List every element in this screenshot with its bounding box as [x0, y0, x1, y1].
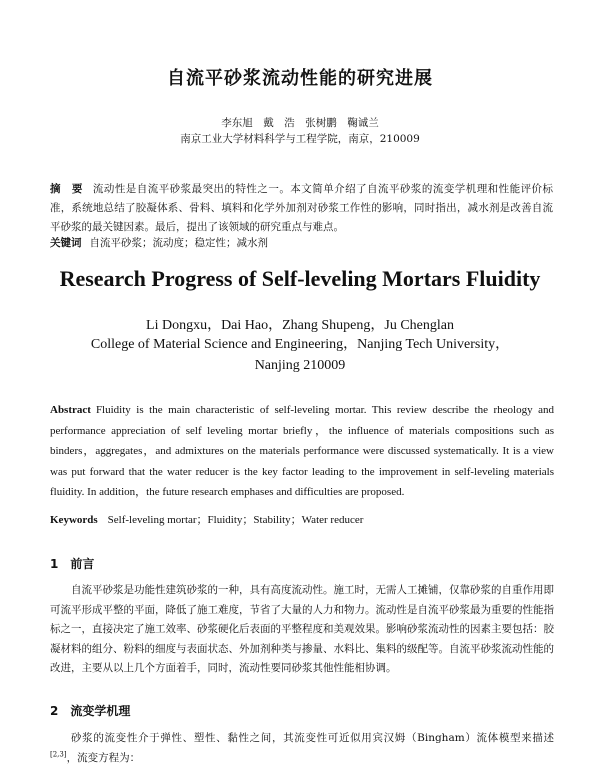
english-keywords-text: Self-leveling mortar；Fluidity；Stability；Water reducer [107, 514, 364, 526]
citation: [2,3] [50, 750, 67, 758]
section-heading-2 [50, 702, 130, 719]
chinese-affiliation: 南京工业大学材料科学与工程学院，南京，210009 [180, 133, 420, 145]
section-number: 2 [50, 704, 59, 718]
chinese-abstract [50, 180, 553, 237]
english-affiliation-line1: College of Material Science and Engineering，Nanjing Tech University， [90, 337, 510, 352]
section-title: 前言 [70, 557, 95, 571]
english-abstract [50, 400, 554, 503]
english-abstract-text: Fluidity is the main characteristic of self-leveling mortar. This review describe the rheology and performance appreciation of self leveling mortar briefly，the influence of materials compositions such as binders，aggregates，and admixtures on the materials performance were discussed systematically. It is a view was put forward that the water reducer is the key factor leading to the improvement in self-leveling materials fluidity. In addition，the future research emphases and difficulties are proposed. [50, 404, 554, 499]
chinese-abstract-label: 摘 要 [50, 183, 83, 195]
english-keywords [50, 511, 554, 527]
section-1-paragraph: 自流平砂浆是功能性建筑砂浆的一种，具有高度流动性。施工时，无需人工摊铺，仅靠砂浆的自重作用即可流平形成平整的平面，降低了施工难度，节省了大量的人力和物力。流动性是自流平砂浆最为重要的性能指标之一，直接决定了施工效率、砂浆硬化后表面的平整程度和美观效果。影响砂浆流动性的因素主要包括：胶凝材料的组分、粉料的细度与表面状态、外加剂种类与掺量、水料比、集料的级配等。自流平砂浆流动性能的改进，主要从以上几个方面着手，同时，流动性要同砂浆其他性能相协调。 [50, 584, 554, 674]
english-affiliation [0, 334, 600, 376]
chinese-abstract-text: 流动性是自流平砂浆最突出的特性之一。本文简单介绍了自流平砂浆的流变学机理和性能评价标准，系统地总结了胶凝体系、骨料、填料和化学外加剂对砂浆工作性的影响，同时指出，减水剂是改善自流平砂浆的最关键因素。最后，提出了该领域的研究重点与难点。 [50, 183, 554, 233]
chinese-keywords-text: 自流平砂浆；流动度；稳定性；减水剂 [89, 237, 268, 249]
section-number: 1 [50, 557, 59, 571]
english-title: Research Progress of Self-leveling Mortars Fluidity [59, 266, 541, 291]
section-heading-1 [50, 555, 94, 572]
english-authors: Li Dongxu，Dai Hao，Zhang Shupeng，Ju Chenglan [146, 318, 454, 333]
english-affiliation-line2: Nanjing 210009 [254, 358, 346, 373]
chinese-keywords [50, 235, 553, 250]
section-2-text-tail: ，流变方程为： [66, 751, 141, 764]
english-keywords-label: Keywords [50, 514, 98, 526]
section-2-paragraph [50, 729, 554, 768]
chinese-keywords-label: 关键词 [50, 237, 82, 249]
english-abstract-label: Abstract [50, 404, 91, 416]
section-2-text: 砂浆的流变性介于弹性、塑性、黏性之间，其流变性可近似用宾汉姆（Bingham）流体模型来描述 [71, 732, 554, 744]
chinese-authors: 李东旭 戴 浩 张树鹏 鞠诚兰 [221, 117, 379, 129]
section-title: 流变学机理 [70, 704, 131, 718]
chinese-title: 自流平砂浆流动性能的研究进展 [167, 68, 433, 89]
